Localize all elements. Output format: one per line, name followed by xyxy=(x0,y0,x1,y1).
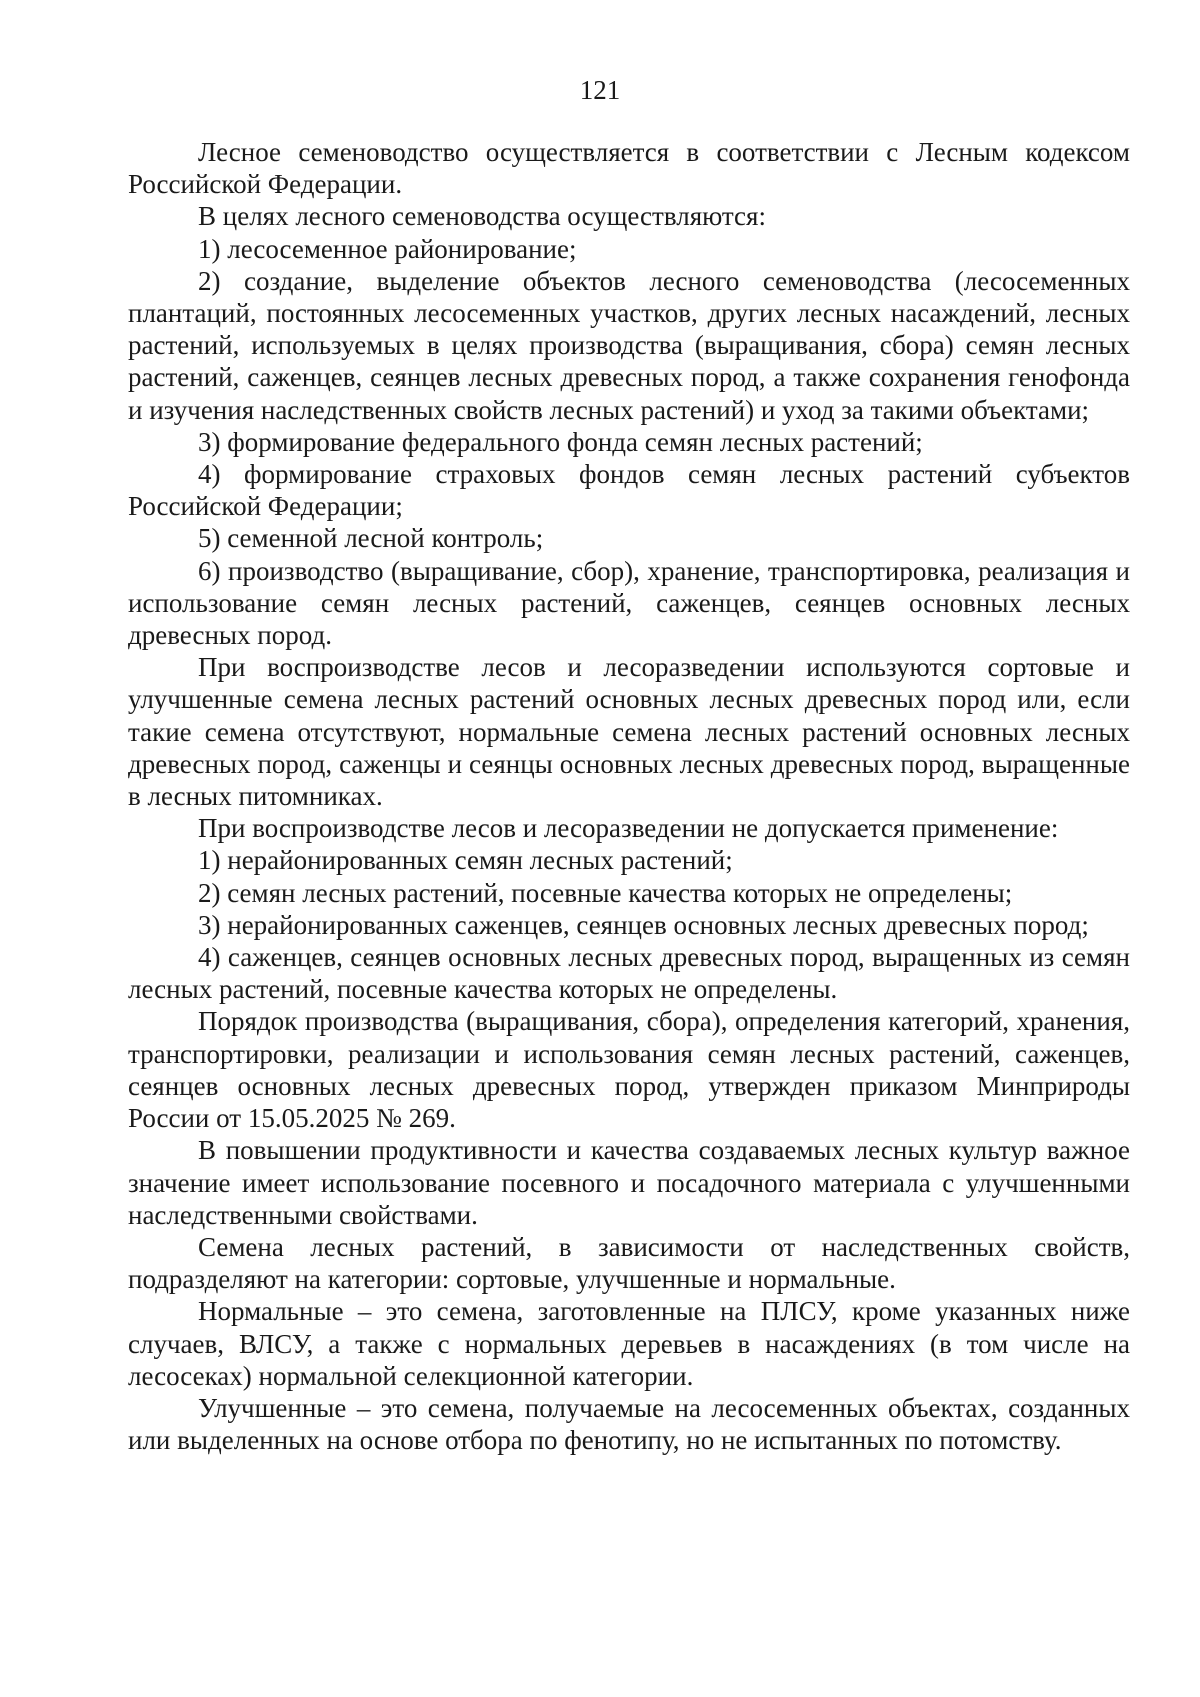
list-item-seed-control: 5) семенной лесной контроль; xyxy=(198,523,544,554)
paragraph-seed-production-law: Лесное семеноводство осуществляется в соответствии с Лесным кодексом Российской Федерации. xyxy=(128,137,1130,200)
page-number: 121 xyxy=(579,75,621,105)
list-item-insurance-funds: 4) формирование страховых фондов семян лесных растений субъектов Российской Федерации; xyxy=(128,459,1130,522)
paragraph-seed-usage: При воспроизводстве лесов и лесоразведении используются сортовые и улучшенные семена лесных растений основных лесных древесных пород или, если такие семена отсутствуют, нормальные семена лесных растений основных лесных древесных пород, саженцы и сеянцы основных лесных древесных пород, выращенные в лесных питомниках. xyxy=(128,652,1130,812)
list-item-federal-fund: 3) формирование федерального фонда семян лесных растений; xyxy=(198,426,923,457)
paragraph-prohibited-intro: При воспроизводстве лесов и лесоразведении не допускается применение: xyxy=(198,813,1059,844)
list-item-zoning: 1) лесосеменное районирование; xyxy=(198,233,577,264)
list-item-production: 6) производство (выращивание, сбор), хранение, транспортировка, реализация и использование семян лесных растений, саженцев, сеянцев основных лесных древесных пород. xyxy=(128,555,1130,651)
document-body xyxy=(128,136,1130,1456)
list-item-seed-objects: 2) создание, выделение объектов лесного семеноводства (лесосеменных плантаций, постоянных лесосеменных участков, других лесных насаждений, лесных растений, используемых в целях производства (выращивания, сбора) семян лесных растений, саженцев, сеянцев лесных древесных пород, а также сохранения генофонда и изучения наследственных свойств лесных растений) и уход за такими объектами; xyxy=(128,265,1130,425)
paragraph-procedure-order: Порядок производства (выращивания, сбора), определения категорий, хранения, транспортировки, реализации и использования семян лесных растений, саженцев, сеянцев основных лесных древесных пород, утвержден приказом Минприроды России от 15.05.2025 № 269. xyxy=(128,1006,1130,1134)
paragraph-goals-intro: В целях лесного семеноводства осуществляются: xyxy=(198,201,766,232)
paragraph-improved-seeds: Улучшенные – это семена, получаемые на лесосеменных объектах, созданных или выделенных на основе отбора по фенотипу, но не испытанных по потомству. xyxy=(128,1392,1130,1456)
paragraph-seed-categories: Семена лесных растений, в зависимости от наследственных свойств, подразделяют на категории: сортовые, улучшенные и нормальные. xyxy=(128,1231,1130,1295)
list-item-prohibited-3: 3) нерайонированных саженцев, сеянцев основных лесных древесных пород; xyxy=(198,909,1089,940)
paragraph-productivity: В повышении продуктивности и качества создаваемых лесных культур важное значение имеет использование посевного и посадочного материала с улучшенными наследственными свойствами. xyxy=(128,1135,1130,1230)
list-item-prohibited-2: 2) семян лесных растений, посевные качества которых не определены; xyxy=(198,877,1013,908)
list-item-prohibited-1: 1) нерайонированных семян лесных растений; xyxy=(198,845,733,876)
paragraph-normal-seeds: Нормальные – это семена, заготовленные на ПЛСУ, кроме указанных ниже случаев, ВЛСУ, а также с нормальных деревьев в насаждениях (в том числе на лесосеках) нормальной селекционной категории. xyxy=(128,1296,1130,1391)
list-item-prohibited-4: 4) саженцев, сеянцев основных лесных древесных пород, выращенных из семян лесных растений, посевные качества которых не определены. xyxy=(128,942,1130,1005)
